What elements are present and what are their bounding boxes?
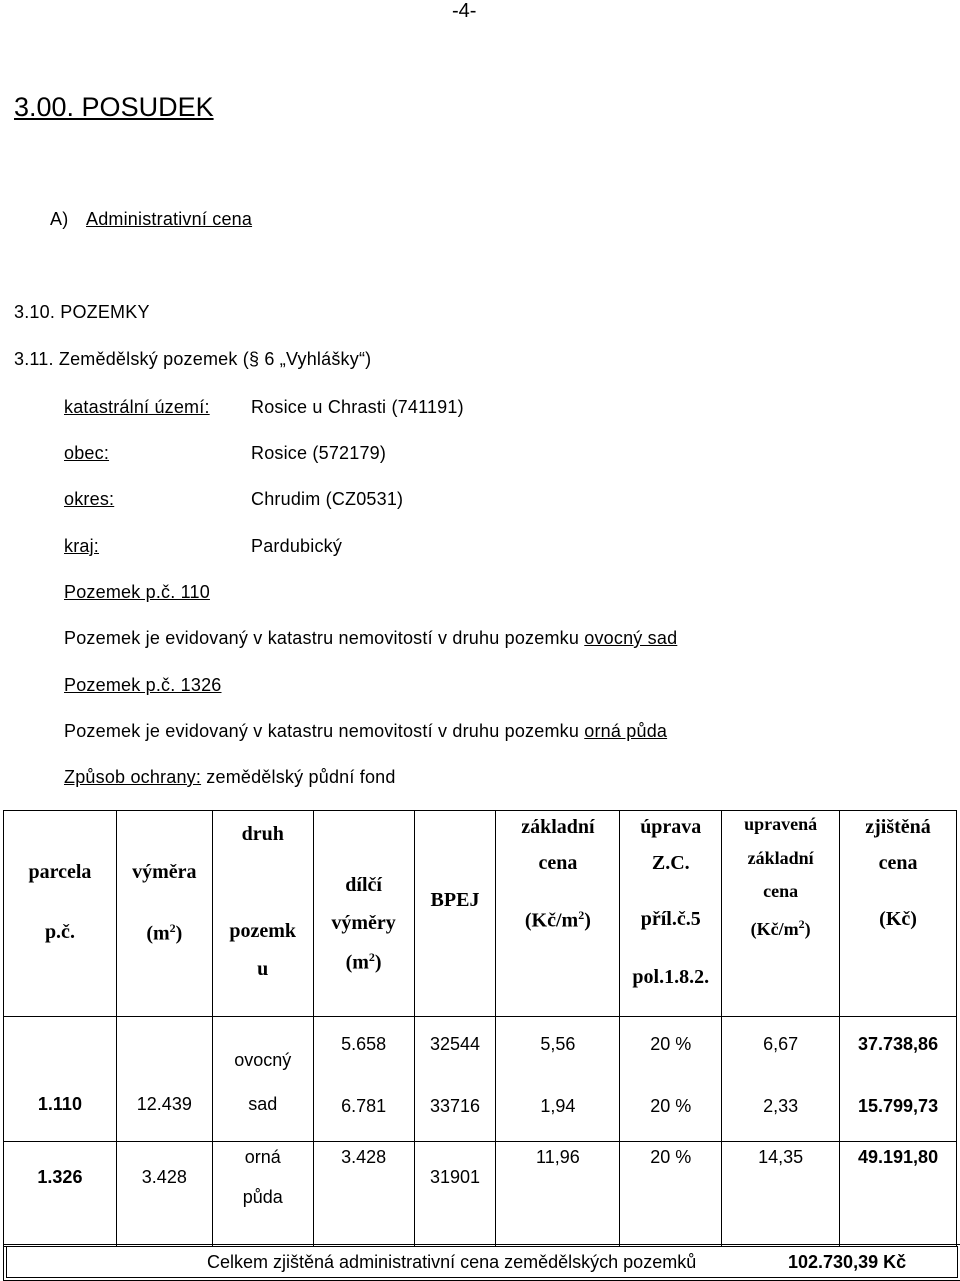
header-dilci	[313, 811, 414, 1017]
row2-zakladni	[496, 1142, 620, 1247]
header-vymera-unit-a: (m	[146, 922, 170, 945]
row2-vymera-value: 3.428	[141, 1167, 187, 1187]
header-druh-line1: druh	[241, 823, 284, 845]
header-dilci-unit	[314, 950, 414, 975]
header-zjistena-line3: (Kč)	[879, 908, 917, 930]
row1b-zakladni	[496, 1080, 620, 1142]
plot1-title: Pozemek p.č. 110	[64, 582, 210, 602]
row1-vymera-value: 12.439	[136, 1094, 192, 1114]
row2-vymera	[116, 1142, 212, 1247]
location-value-okres: Chrudim (CZ0531)	[251, 489, 404, 509]
row2-upravena-value: 14,35	[758, 1147, 804, 1167]
row2-parcela-value: 1.326	[37, 1167, 83, 1187]
plot2-title: Pozemek p.č. 1326	[64, 675, 222, 695]
page-title: 3.00. POSUDEK	[14, 92, 214, 122]
header-zakladni-unit	[496, 908, 619, 933]
header-dilci-unit-sup: 2	[368, 950, 375, 964]
plot1-text: Pozemek je evidovaný v katastru nemovitostí v druhu pozemku	[64, 628, 585, 648]
header-uprava-line4: pol.1.8.2.	[632, 966, 710, 988]
row2-dilci-value: 3.428	[341, 1147, 387, 1167]
table-header-row	[4, 811, 957, 1017]
header-upravena-unit	[722, 917, 839, 940]
row1a-dilci-value: 5.658	[341, 1034, 387, 1054]
row2-zakladni-value: 11,96	[536, 1147, 580, 1167]
row2-upravena	[722, 1142, 840, 1247]
row2-dilci	[313, 1142, 414, 1247]
header-vymera	[116, 811, 212, 1017]
row1-vymera	[116, 1017, 212, 1142]
location-label-obec: obec:	[64, 443, 110, 463]
row2-uprava-value: 20 %	[650, 1147, 692, 1167]
header-dilci-unit-a: (m	[345, 951, 369, 974]
header-druh	[212, 811, 313, 1017]
row1-druh	[212, 1017, 313, 1142]
plot2-description	[64, 721, 667, 742]
header-upravena-line3: cena	[763, 881, 799, 901]
row1b-dilci	[313, 1080, 414, 1142]
protection-label: Způsob ochrany:	[64, 767, 202, 787]
row2-zjistena	[840, 1142, 957, 1247]
header-bpej	[414, 811, 496, 1017]
protection-line	[64, 767, 396, 788]
plot2-text: Pozemek je evidovaný v katastru nemovitostí v druhu pozemku	[64, 721, 585, 741]
header-vymera-unit-b: )	[175, 922, 183, 945]
header-zjistena-line1: zjištěná	[865, 816, 931, 838]
header-upravena-line2: základní	[747, 848, 814, 868]
header-zjistena	[840, 811, 957, 1017]
header-upravena	[722, 811, 840, 1017]
header-zakladni-unit-a: (Kč/m	[524, 909, 579, 932]
header-zjistena-line2: cena	[878, 852, 918, 874]
row2-druh-line1: orná	[244, 1147, 281, 1167]
row1-druh-line2: sad	[248, 1094, 278, 1114]
header-upravena-unit-a: (Kč/m	[750, 919, 799, 939]
header-dilci-line1: dílčí	[345, 874, 382, 896]
section-3-10: 3.10. POZEMKY	[14, 302, 150, 322]
plot1-description	[64, 628, 677, 649]
section-a-label: A)	[50, 209, 69, 229]
header-vymera-unit-sup: 2	[169, 921, 176, 935]
row1b-dilci-value: 6.781	[341, 1096, 387, 1116]
header-upravena-unit-sup: 2	[798, 917, 805, 931]
row1-parcela	[4, 1017, 117, 1142]
location-label-ku: katastrální území:	[64, 397, 210, 417]
total-value: 102.730,39 Kč	[788, 1252, 907, 1272]
header-parcela	[4, 811, 117, 1017]
row1a-upravena	[722, 1017, 840, 1081]
location-value-obec: Rosice (572179)	[251, 443, 387, 463]
row2-zjistena-value: 49.191,80	[858, 1147, 939, 1167]
header-zakladni-line2: cena	[538, 852, 578, 874]
header-zakladni-unit-sup: 2	[578, 908, 585, 922]
header-vymera-line1: výměra	[132, 861, 197, 883]
header-vymera-unit	[117, 921, 212, 946]
row1b-zjistena-value: 15.799,73	[858, 1096, 939, 1116]
header-zakladni-line1: základní	[521, 816, 595, 838]
total-label: Celkem zjištěná administrativní cena zemědělských pozemků	[207, 1252, 697, 1272]
header-upravena-line1: upravená	[744, 814, 818, 834]
row1a-bpej-value: 32544	[429, 1034, 481, 1054]
row1a-upravena-value: 6,67	[763, 1034, 799, 1054]
row1a-zakladni-value: 5,56	[540, 1034, 576, 1054]
table-row	[4, 1017, 957, 1081]
row1b-upravena	[722, 1080, 840, 1142]
header-uprava	[620, 811, 722, 1017]
header-druh-line3: u	[257, 958, 269, 980]
table-row	[4, 1142, 957, 1247]
row1-parcela-value: 1.110	[37, 1094, 82, 1114]
row1b-zjistena	[840, 1080, 957, 1142]
row1b-uprava-value: 20 %	[650, 1096, 692, 1116]
row2-uprava	[620, 1142, 722, 1247]
row1a-uprava	[620, 1017, 722, 1081]
location-label-kraj: kraj:	[64, 536, 100, 556]
header-druh-line2: pozemk	[229, 920, 297, 942]
row1b-uprava	[620, 1080, 722, 1142]
row1b-bpej-value: 33716	[429, 1096, 481, 1116]
header-uprava-line3: příl.č.5	[640, 908, 701, 930]
row1b-bpej	[414, 1080, 496, 1142]
row1b-upravena-value: 2,33	[763, 1096, 799, 1116]
row1a-bpej	[414, 1017, 496, 1081]
protection-value: zemědělský půdní fond	[201, 767, 396, 787]
plot2-kind: orná půda	[584, 721, 668, 741]
header-dilci-line2: výměry	[331, 912, 396, 934]
row1a-uprava-value: 20 %	[650, 1034, 692, 1054]
row2-bpej-value: 31901	[429, 1167, 481, 1187]
row1b-zakladni-value: 1,94	[540, 1096, 576, 1116]
page-number: -4-	[452, 0, 477, 22]
header-upravena-unit-b: )	[804, 919, 811, 939]
header-zakladni-unit-b: )	[584, 909, 591, 932]
row2-parcela	[4, 1142, 117, 1247]
row1a-zakladni	[496, 1017, 620, 1081]
location-label-okres: okres:	[64, 489, 115, 509]
row1-druh-line1: ovocný	[234, 1050, 292, 1070]
plot1-kind: ovocný sad	[584, 628, 678, 648]
row2-druh	[212, 1142, 313, 1247]
total-row	[3, 1244, 960, 1281]
header-bpej-label: BPEJ	[430, 889, 480, 911]
location-value-kraj: Pardubický	[251, 536, 343, 556]
header-parcela-line1: parcela	[28, 861, 92, 883]
row1a-zjistena	[840, 1017, 957, 1081]
row1a-dilci	[313, 1017, 414, 1081]
header-dilci-unit-b: )	[374, 951, 382, 974]
row2-druh-line2: půda	[242, 1187, 283, 1207]
header-zakladni	[496, 811, 620, 1017]
location-value-ku: Rosice u Chrasti (741191)	[251, 397, 464, 417]
header-parcela-line2: p.č.	[44, 921, 75, 943]
row2-bpej	[414, 1142, 496, 1247]
row1a-zjistena-value: 37.738,86	[858, 1034, 939, 1054]
section-3-11: 3.11. Zemědělský pozemek (§ 6 „Vyhlášky“)	[14, 349, 372, 369]
header-uprava-line2: Z.C.	[651, 852, 690, 874]
section-a-title: Administrativní cena	[86, 209, 253, 229]
valuation-table	[3, 810, 957, 1247]
header-uprava-line1: úprava	[640, 816, 702, 838]
